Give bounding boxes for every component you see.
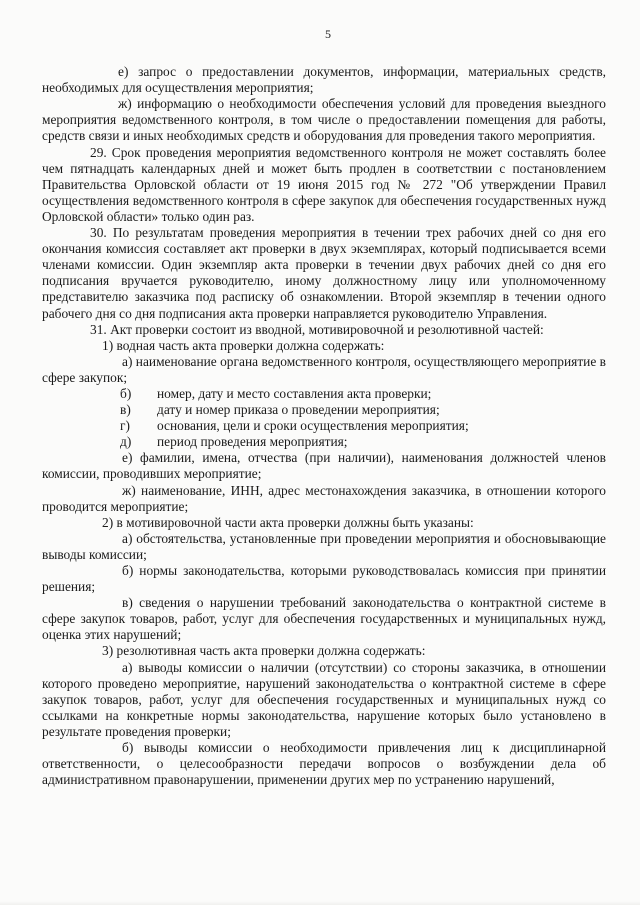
- list-item: [42, 402, 606, 418]
- subsection-3-item-b: б) выводы комиссии о необходимости привлечения лиц к дисциплинарной ответственности, о целесообразности передачи вопросов о возбуждении дела об административном правонарушении, применении других мер по устранению нарушений,: [42, 740, 606, 788]
- list-item-text: номер, дату и место составления акта проверки;: [157, 385, 432, 401]
- subsection-1-item-e: е) фамилии, имена, отчества (при наличии), наименования должностей членов комиссии, проводивших мероприятие;: [42, 450, 606, 482]
- paragraph-30: 30. По результатам проведения мероприятия в течении трех рабочих дней со дня его окончания комиссия составляет акт проверки в двух экземплярах, который подписывается всеми членами комиссии. Один экземпляр акта проверки в течении двух рабочих дней со дня его подписания вручается руководителю, иному должностному лицу или уполномоченному представителю заказчика под расписку об ознакомлении. Второй экземпляр в течении одного рабочего дня со дня подписания акта проверки направляется руководителю Управления.: [42, 225, 606, 321]
- list-item: [42, 386, 606, 402]
- subsection-1-item-zh: ж) наименование, ИНН, адрес местонахождения заказчика, в отношении которого проводится мероприятие;: [42, 482, 606, 514]
- list-item-text: основания, цели и сроки осуществления мероприятия;: [157, 418, 469, 434]
- list-item-marker: в): [120, 402, 131, 418]
- list-item: [42, 434, 606, 450]
- list-item-marker: г): [120, 418, 130, 434]
- list-item-text: период проведения мероприятия;: [157, 434, 348, 450]
- list-item-marker: д): [120, 434, 132, 450]
- subsection-1-list: [42, 386, 606, 450]
- subsection-2-item-b: б) нормы законодательства, которыми руководствовалась комиссия при принятии решения;: [42, 563, 606, 595]
- subsection-1-item-a: а) наименование органа ведомственного контроля, осуществляющего мероприятие в сфере закупок;: [42, 353, 606, 385]
- paragraph-item-zh-info: ж) информацию о необходимости обеспечения условий для проведения выездного мероприятия ведомственного контроля, в том числе о предоставлении помещения для работы, средств связи и иных необходимых средств и оборудования для проведения такого мероприятия.: [42, 96, 606, 144]
- page-bottom-edge: [0, 901, 640, 905]
- list-item-text: дату и номер приказа о проведении мероприятия;: [157, 402, 440, 418]
- paragraph-31: 31. Акт проверки состоит из вводной, мотивировочной и резолютивной частей:: [90, 321, 544, 337]
- subsection-2-item-a: а) обстоятельства, установленные при проведении мероприятия и обосновывающие выводы комиссии;: [42, 530, 606, 562]
- paragraph-item-e-request: е) запрос о предоставлении документов, информации, материальных средств, необходимых для осуществления мероприятия;: [42, 64, 606, 96]
- paragraph-29: 29. Срок проведения мероприятия ведомственного контроля не может составлять более чем пятнадцать календарных дней и может быть продлен в соответствии с постановлением Правительства Орловской области от 19 июня 2015 год № 272 "Об утверждении Правил осуществления ведомственного контроля в сфере закупок для обеспечения государственных нужд Орловской области» только один раз.: [42, 144, 606, 224]
- subsection-1-heading: 1) водная часть акта проверки должна содержать:: [102, 337, 385, 353]
- list-item-marker: б): [120, 385, 132, 401]
- subsection-2-item-v: в) сведения о нарушении требований законодательства о контрактной системе в сфере закупок товаров, работ, услуг для обеспечения государственных и муниципальных нужд, оценка этих нарушений;: [42, 595, 606, 643]
- subsection-3-item-a: а) выводы комиссии о наличии (отсутствии) со стороны заказчика, в отношении которого проведено мероприятие, нарушений законодательства о контрактной системе в сфере закупок товаров, работ, услуг для обеспечения государственных и муниципальных нужд со ссылками на конкретные нормы законодательства, нарушение которых было установлено в результате проведения проверки;: [42, 659, 606, 739]
- subsection-2-heading: 2) в мотивировочной части акта проверки должны быть указаны:: [102, 514, 474, 530]
- page-number: 5: [325, 27, 331, 41]
- list-item: [42, 418, 606, 434]
- subsection-3-heading: 3) резолютивная часть акта проверки должна содержать:: [102, 643, 426, 659]
